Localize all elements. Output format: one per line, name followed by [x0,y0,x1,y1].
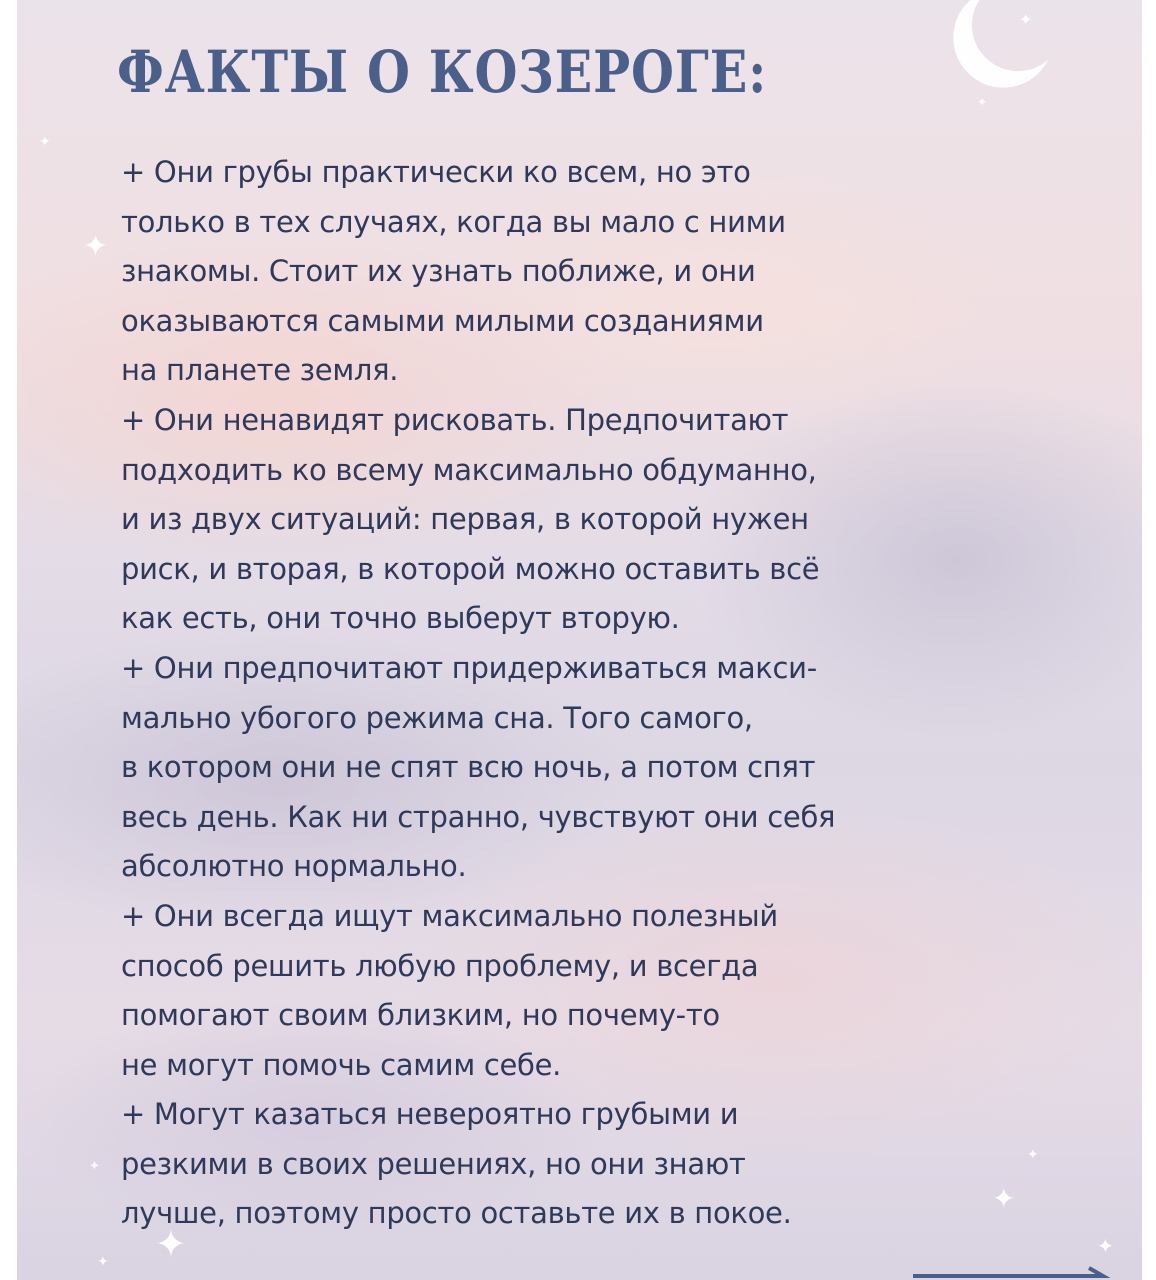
text-line: + Они грубы практически ко всем, но это [121,155,751,189]
text-line: абсолютно нормально. [121,849,467,884]
text-line: + Могут казаться невероятно грубыми и [121,1097,739,1132]
text-line: оказываются самыми милыми созданиями [121,303,764,338]
text-line: только в тех случаях, когда вы мало с ними [121,204,786,239]
text-line: резкими в своих решениях, но они знают [121,1146,746,1181]
sparkle-icon: ✦ [1019,10,1033,29]
text-line: в котором они не спят всю ночь, а потом спят [121,750,816,785]
text-line: на планете земля. [121,353,399,388]
moon-icon [948,0,1058,100]
text-line: и из двух ситуаций: первая, в которой нужен [121,502,809,537]
text-line: способ решить любую проблему, и всегда [121,948,759,983]
text-line: + Они всегда ищут максимально полезный [121,898,778,933]
text-line: + Они предпочитают придерживаться макси- [121,650,817,685]
sparkle-icon: ✦ [1027,1147,1039,1163]
text-line: лучше, поэтому просто оставьте их в покое. [121,1196,792,1231]
sparkle-icon: ✦ [977,95,988,109]
text-line: + Они ненавидят рисковать. Предпочитают [121,402,789,437]
text-line: знакомы. Стоит их узнать поближе, и они [121,254,756,289]
page-title: ФАКТЫ О КОЗЕРОГЕ: [117,38,768,106]
text-line: мально убогого режима сна. Того самого, [121,700,753,735]
sparkle-icon: ✦ [992,1182,1016,1215]
sparkle-icon: ✦ [83,229,109,264]
fact-card [17,0,1142,1280]
sparkle-icon: ✦ [155,1222,187,1266]
sparkle-icon: ✦ [1097,1234,1114,1258]
text-line: подходить ко всему максимально обдуманно, [121,452,817,487]
sparkle-icon: ✦ [97,1254,109,1270]
text-line: не могут помочь самим себе. [121,1047,562,1082]
text-line: как есть, они точно выберут вторую. [121,601,680,636]
text-line: весь день. Как ни странно, чувствуют они себя [121,799,836,834]
arrow-icon[interactable] [913,1264,1123,1280]
facts-text [121,148,1021,1239]
sparkle-icon: ✦ [89,1159,100,1174]
text-line: помогают своим близким, но почему-то [121,998,720,1033]
sparkle-icon: ✦ [39,134,51,150]
text-line: риск, и вторая, в которой можно оставить всё [121,551,820,586]
